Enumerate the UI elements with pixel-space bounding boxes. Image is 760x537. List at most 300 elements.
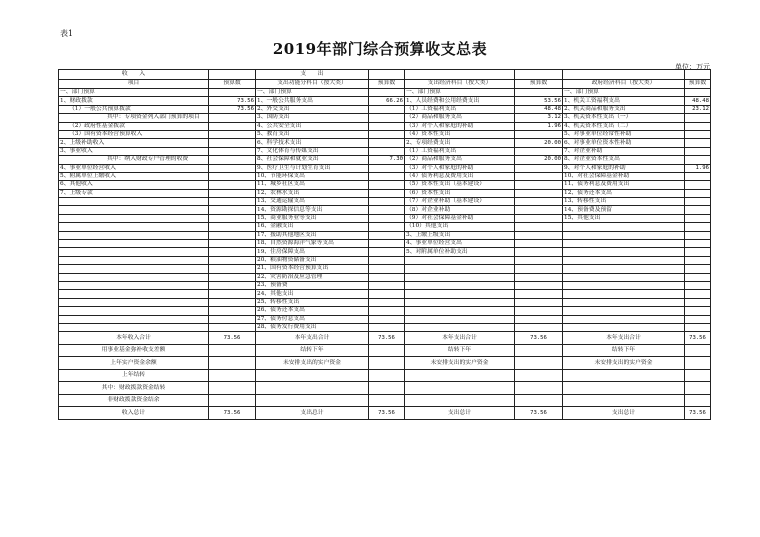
header-blank [563,70,685,80]
summary-value [369,357,405,370]
gov-item-cell: 14、预备费及预留 [563,206,685,214]
econ-item-cell: 5、对附属单位补助支出 [405,248,515,256]
summary-row-grand-total [59,407,711,420]
gov-budget-cell [685,122,711,130]
summary-label: 支出总计 [563,407,685,420]
income-budget-cell [209,323,256,331]
econ-budget-cell [515,281,563,289]
col-header-budget: 预算数 [685,79,711,89]
econ-budget-cell [515,231,563,239]
income-item-cell [59,214,209,222]
income-budget-cell [209,307,256,315]
table-row [59,240,711,248]
summary-value: 73.56 [369,332,405,345]
table-row [59,181,711,189]
econ-item-cell: 2、专项经费支出 [405,139,515,147]
gov-budget-cell [685,89,711,97]
func-item-cell: 22、灾害防治及应急管理 [256,273,369,281]
func-budget-cell [369,198,405,206]
income-budget-cell [209,164,256,172]
table-row [59,114,711,122]
func-budget-cell: 66.26 [369,97,405,105]
summary-value [369,344,405,357]
summary-blank [563,394,685,407]
func-item-cell: 28、债务发行费用支出 [256,323,369,331]
summary-blank [515,369,563,382]
gov-budget-cell [685,114,711,122]
econ-item-cell: （3）对个人和家庭的补助 [405,164,515,172]
gov-budget-cell [685,139,711,147]
gov-budget-cell [685,172,711,180]
summary-label: 本年支出合计 [405,332,515,345]
gov-item-cell [563,265,685,273]
gov-budget-cell [685,223,711,231]
summary-value: 73.56 [209,332,256,345]
income-budget-cell [209,139,256,147]
summary-row-prior-carry [59,369,711,382]
func-item-cell: 3、国防支出 [256,114,369,122]
econ-budget-cell [515,181,563,189]
gov-budget-cell [685,147,711,155]
table-row [59,189,711,197]
income-item-cell [59,298,209,306]
income-item-cell [59,290,209,298]
func-item-cell: 15、商业服务业等支出 [256,214,369,222]
func-budget-cell [369,307,405,315]
income-budget-cell [209,198,256,206]
gov-budget-cell [685,323,711,331]
econ-budget-cell [515,248,563,256]
income-budget-cell [209,189,256,197]
gov-item-cell [563,315,685,323]
summary-value: 73.56 [685,332,711,345]
summary-blank [369,382,405,395]
summary-blank [256,394,369,407]
income-budget-cell [209,181,256,189]
income-budget-cell [209,130,256,138]
income-budget-cell [209,273,256,281]
income-item-cell: （2）政府性基金拨款 [59,122,209,130]
income-item-cell: （3）国有资本经营预算收入 [59,130,209,138]
econ-item-cell [405,298,515,306]
func-budget-cell [369,130,405,138]
func-budget-cell [369,265,405,273]
gov-budget-cell [685,307,711,315]
func-budget-cell [369,89,405,97]
gov-item-cell: 6、对事业单位资本性补助 [563,139,685,147]
summary-label: 结转下年 [563,344,685,357]
col-header-budget: 预算数 [209,79,256,89]
econ-item-cell: 4、事业单位经营支出 [405,240,515,248]
income-budget-cell: 73.56 [209,105,256,113]
summary-label: 本年支出合计 [256,332,369,345]
func-budget-cell [369,181,405,189]
col-header-gov: 政府经济科目（按大类） [563,79,685,89]
income-budget-cell [209,206,256,214]
gov-budget-cell [685,189,711,197]
econ-item-cell: （6）资本性支出 [405,189,515,197]
summary-value [209,369,256,382]
income-item-cell: 4、事业单位经营收入 [59,164,209,172]
summary-row-carry [59,344,711,357]
func-budget-cell [369,189,405,197]
gov-budget-cell [685,248,711,256]
page-title: 2019年部门综合预算收支总表 [272,40,488,58]
income-budget-cell [209,172,256,180]
col-header-econ: 支出经济科目（按大类） [405,79,515,89]
income-budget-cell [209,156,256,164]
summary-label: 支出总计 [256,407,369,420]
gov-budget-cell [685,298,711,306]
summary-label: 结转下年 [256,344,369,357]
econ-budget-cell [515,164,563,172]
gov-item-cell [563,240,685,248]
income-item-cell [59,256,209,264]
summary-blank [256,382,369,395]
econ-budget-cell [515,189,563,197]
income-group-header: 收 入 [59,70,209,80]
table-row [59,281,711,289]
econ-item-cell: （9）对社会保障基金补助 [405,214,515,222]
func-item-cell: 5、教育支出 [256,130,369,138]
gov-item-cell: 4、机关资本性支出（二） [563,122,685,130]
func-item-cell: 13、交通运输支出 [256,198,369,206]
summary-row-year-total [59,332,711,345]
income-budget-cell [209,298,256,306]
summary-value [515,344,563,357]
income-budget-cell [209,223,256,231]
gov-budget-cell [685,240,711,248]
econ-budget-cell [515,307,563,315]
econ-item-cell: （8）对企业补助 [405,206,515,214]
income-item-cell: （1）一般公共预算拨款 [59,105,209,113]
summary-label: 本年支出合计 [563,332,685,345]
econ-item-cell: （1）工资福利支出 [405,105,515,113]
func-budget-cell [369,323,405,331]
income-budget-cell [209,114,256,122]
econ-budget-cell [515,214,563,222]
econ-budget-cell: 3.12 [515,114,563,122]
income-budget-cell [209,265,256,273]
gov-budget-cell [685,156,711,164]
summary-value [685,344,711,357]
econ-budget-cell [515,206,563,214]
gov-budget-cell [685,265,711,273]
econ-item-cell [405,256,515,264]
summary-label: 上年结转 [59,369,209,382]
summary-blank [515,382,563,395]
econ-budget-cell [515,273,563,281]
income-budget-cell [209,281,256,289]
gov-item-cell [563,231,685,239]
gov-item-cell [563,290,685,298]
econ-budget-cell [515,89,563,97]
gov-budget-cell [685,290,711,298]
econ-item-cell [405,265,515,273]
func-budget-cell [369,273,405,281]
summary-label: 支出总计 [405,407,515,420]
func-budget-cell [369,256,405,264]
income-item-cell [59,281,209,289]
table-row [59,223,711,231]
gov-item-cell [563,307,685,315]
func-item-cell: 4、公共安全支出 [256,122,369,130]
func-budget-cell [369,290,405,298]
econ-budget-cell: 1.96 [515,122,563,130]
income-item-cell: 其中：专项资金列入部门预算的项目 [59,114,209,122]
header-row-group [59,70,711,80]
summary-label: 非财政拨款资金结余 [59,394,209,407]
econ-budget-cell [515,315,563,323]
func-budget-cell [369,281,405,289]
econ-item-cell: 一、部门预算 [405,89,515,97]
gov-item-cell [563,281,685,289]
table-row [59,198,711,206]
econ-budget-cell [515,290,563,298]
gov-item-cell: 2、机关商品和服务支出 [563,105,685,113]
income-budget-cell [209,256,256,264]
gov-item-cell [563,223,685,231]
func-item-cell: 12、农林水支出 [256,189,369,197]
econ-item-cell: （2）商品和服务支出 [405,114,515,122]
income-item-cell [59,240,209,248]
econ-budget-cell [515,240,563,248]
table-row [59,248,711,256]
summary-blank [405,369,515,382]
summary-value [209,344,256,357]
summary-blank [515,394,563,407]
gov-budget-cell [685,206,711,214]
sheet-label: 表1 [60,29,74,38]
gov-budget-cell [685,315,711,323]
gov-item-cell: 一、部门预算 [563,89,685,97]
func-item-cell: 24、其他支出 [256,290,369,298]
col-header-budget: 预算数 [515,79,563,89]
func-item-cell: 8、社会保障和就业支出 [256,156,369,164]
econ-item-cell: （4）资本性支出 [405,130,515,138]
income-item-cell: 3、事业收入 [59,147,209,155]
table-row [59,315,711,323]
summary-blank [685,394,711,407]
func-budget-cell [369,298,405,306]
table-row [59,156,711,164]
table-row [59,139,711,147]
summary-label: 本年收入合计 [59,332,209,345]
econ-budget-cell [515,256,563,264]
summary-blank [256,369,369,382]
econ-item-cell [405,315,515,323]
summary-value: 73.56 [515,407,563,420]
econ-budget-cell [515,298,563,306]
header-blank [369,70,405,80]
income-item-cell: 其中：纳入财政专户管理的收费 [59,156,209,164]
func-item-cell: 2、外交支出 [256,105,369,113]
econ-item-cell [405,273,515,281]
summary-value [515,357,563,370]
gov-item-cell [563,256,685,264]
income-item-cell [59,223,209,231]
econ-item-cell [405,290,515,298]
summary-label: 结转下年 [405,344,515,357]
func-item-cell: 一、部门预算 [256,89,369,97]
econ-budget-cell: 20.00 [515,156,563,164]
econ-item-cell [405,281,515,289]
income-budget-cell [209,89,256,97]
income-budget-cell [209,248,256,256]
income-budget-cell: 73.56 [209,97,256,105]
table-row [59,147,711,155]
income-budget-cell [209,122,256,130]
budget-table [58,69,711,420]
summary-value: 73.56 [369,407,405,420]
func-item-cell: 14、资源勘探信息等支出 [256,206,369,214]
gov-item-cell: 3、机关资本性支出（一） [563,114,685,122]
gov-item-cell: 11、债务利息及费用支出 [563,181,685,189]
econ-budget-cell [515,130,563,138]
func-budget-cell [369,231,405,239]
table-row [59,231,711,239]
summary-blank [369,369,405,382]
econ-item-cell: （2）商品和服务支出 [405,156,515,164]
summary-label: 未安排支出的实户资金 [563,357,685,370]
table-row [59,105,711,113]
func-item-cell: 27、债务付息支出 [256,315,369,323]
income-budget-cell [209,214,256,222]
gov-budget-cell: 23.12 [685,105,711,113]
econ-budget-cell: 20.00 [515,139,563,147]
summary-value: 73.56 [515,332,563,345]
gov-item-cell: 9、对个人和家庭的补助 [563,164,685,172]
income-item-cell [59,265,209,273]
func-budget-cell [369,122,405,130]
summary-label: 收入总计 [59,407,209,420]
income-budget-cell [209,240,256,248]
econ-budget-cell [515,323,563,331]
income-item-cell: 5、附属单位上缴收入 [59,172,209,180]
func-budget-cell: 7.30 [369,156,405,164]
unit-label: 单位：万元 [675,63,710,71]
table-row [59,214,711,222]
summary-row-unarranged [59,357,711,370]
gov-item-cell: 10、对社会保障基金补助 [563,172,685,180]
gov-item-cell: 8、对企业资本性支出 [563,156,685,164]
summary-value [685,357,711,370]
func-item-cell: 7、文化体育与传媒支出 [256,147,369,155]
gov-item-cell [563,298,685,306]
func-item-cell: 26、债务还本支出 [256,307,369,315]
summary-blank [369,394,405,407]
gov-budget-cell: 48.48 [685,97,711,105]
func-budget-cell [369,139,405,147]
summary-value: 73.56 [209,407,256,420]
gov-item-cell [563,248,685,256]
gov-item-cell [563,273,685,281]
summary-label: 用事业基金弥补收支差额 [59,344,209,357]
econ-budget-cell [515,147,563,155]
summary-blank [405,394,515,407]
col-header-func: 支出功能分科目（按大类） [256,79,369,89]
func-budget-cell [369,147,405,155]
income-item-cell [59,307,209,315]
income-item-cell [59,273,209,281]
table-row [59,206,711,214]
summary-label: 其中：财政拨款资金结转 [59,382,209,395]
econ-item-cell: （1）工资福利支出 [405,147,515,155]
func-budget-cell [369,315,405,323]
func-budget-cell [369,248,405,256]
table-row [59,256,711,264]
func-item-cell: 18、自然资源海洋气象等支出 [256,240,369,248]
func-item-cell: 11、城乡社区支出 [256,181,369,189]
table-row [59,172,711,180]
summary-blank [563,382,685,395]
table-row [59,89,711,97]
econ-budget-cell [515,223,563,231]
summary-label: 未安排支出的实户资金 [405,357,515,370]
summary-value [209,357,256,370]
func-item-cell: 19、住房保障支出 [256,248,369,256]
func-item-cell: 16、金融支出 [256,223,369,231]
func-item-cell: 21、国有资本经营预算支出 [256,265,369,273]
gov-budget-cell [685,273,711,281]
gov-budget-cell [685,214,711,222]
econ-item-cell: 3、上缴上级支出 [405,231,515,239]
table-row [59,323,711,331]
table-row [59,97,711,105]
income-item-cell [59,231,209,239]
income-item-cell: 2、上级补助收入 [59,139,209,147]
func-item-cell: 25、转移性支出 [256,298,369,306]
income-item-cell [59,323,209,331]
header-blank [685,70,711,80]
header-blank [405,70,515,80]
summary-blank [405,382,515,395]
table-row [59,298,711,306]
summary-blank [685,382,711,395]
func-budget-cell [369,214,405,222]
gov-item-cell: 15、其他支出 [563,214,685,222]
gov-item-cell: 7、对企业补助 [563,147,685,155]
summary-value: 73.56 [685,407,711,420]
summary-row-fiscal-carry [59,382,711,395]
gov-item-cell: 1、机关工资福利支出 [563,97,685,105]
income-item-cell: 7、上级专款 [59,189,209,197]
income-item-cell [59,315,209,323]
income-item-cell: 1、财政拨款 [59,97,209,105]
income-item-cell: 6、其他收入 [59,181,209,189]
econ-item-cell: （3）对个人和家庭的补助 [405,122,515,130]
gov-budget-cell [685,256,711,264]
func-budget-cell [369,114,405,122]
func-budget-cell [369,105,405,113]
expense-group-header: 支 出 [256,70,369,80]
header-blank [515,70,563,80]
gov-item-cell: 5、对事业单位经常性补助 [563,130,685,138]
econ-item-cell [405,307,515,315]
func-item-cell: 9、医疗卫生与计划生育支出 [256,164,369,172]
income-item-cell [59,206,209,214]
econ-item-cell: （10）其他支出 [405,223,515,231]
econ-item-cell [405,323,515,331]
gov-item-cell: 13、转移性支出 [563,198,685,206]
table-row [59,164,711,172]
table-row [59,130,711,138]
func-item-cell: 17、援助其他地区支出 [256,231,369,239]
econ-item-cell: （5）资本性支出（基本建设） [405,181,515,189]
income-item-cell [59,198,209,206]
func-item-cell: 1、一般公共服务支出 [256,97,369,105]
func-budget-cell [369,172,405,180]
